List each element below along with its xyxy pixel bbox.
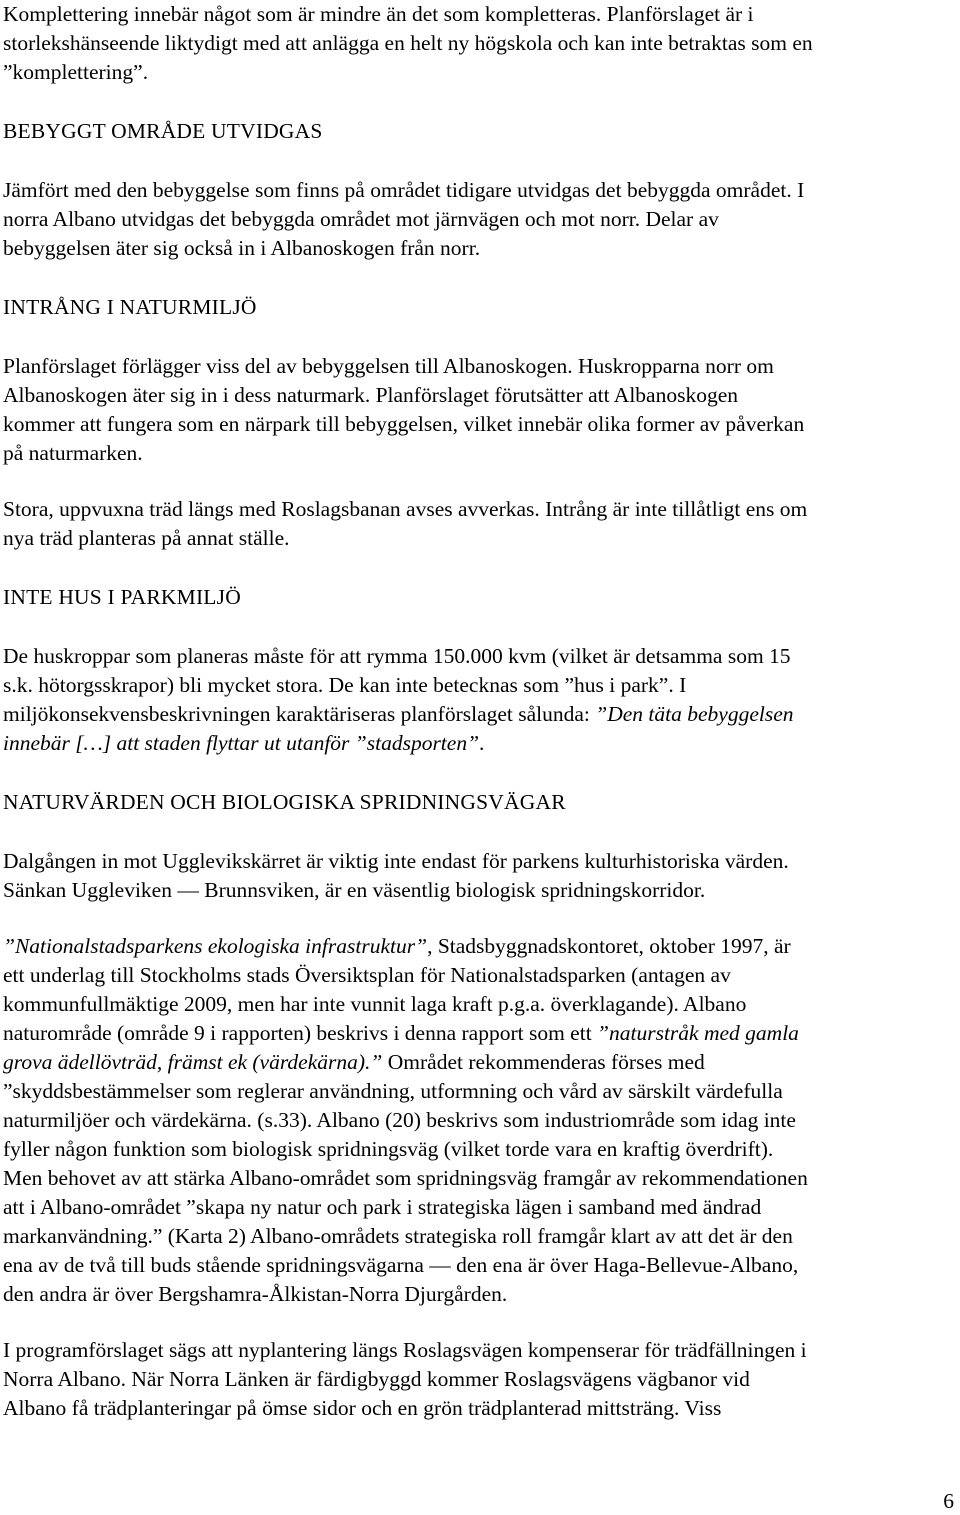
paragraph-spacer (3, 468, 955, 495)
text-run: norra Albano utvidgas det bebyggda området mot järnvägen och mot norr. Delar av (3, 207, 719, 231)
text-run: Albano få trädplanteringar på ömse sidor och en grön trädplanterad mittsträng. Viss (3, 1396, 722, 1420)
document-page (3, 0, 955, 1423)
text-line (3, 1164, 955, 1193)
text-run: Albanoskogen äter sig in i dess naturmark. Planförslaget förutsätter att Albanoskogen (3, 383, 739, 407)
text-line (3, 729, 955, 758)
text-line (3, 1048, 955, 1077)
italic-quote: innebär […] att staden flyttar ut utanför ”stadsporten” (3, 731, 480, 755)
text-line (3, 990, 955, 1019)
text-line (3, 932, 955, 961)
section-heading: NATURVÄRDEN OCH BIOLOGISKA SPRIDNINGSVÄGAR (3, 790, 566, 814)
text-line (3, 1106, 955, 1135)
italic-quote: ”naturstråk med gamla (597, 1021, 799, 1045)
text-run: ”komplettering”. (3, 60, 149, 84)
text-line (3, 176, 955, 205)
text-line (3, 847, 955, 876)
paragraph-spacer (3, 553, 955, 583)
text-line (3, 1135, 955, 1164)
text-line (3, 876, 955, 905)
text-run: nya träd planteras på annat ställe. (3, 526, 290, 550)
text-line (3, 495, 955, 524)
text-line (3, 1365, 955, 1394)
text-run: bebyggelsen äter sig också in i Albanoskogen från norr. (3, 236, 481, 260)
text-run: fyller någon funktion som biologisk spridningsväg (vilket torde vara en kraftig överdrift). (3, 1137, 774, 1161)
text-run: kommunfullmäktige 2009, men har inte vunnit laga kraft p.g.a. överklagande). Albano (3, 992, 747, 1016)
paragraph (3, 352, 955, 468)
text-line (3, 961, 955, 990)
document-body (3, 0, 955, 1423)
italic-quote: ”Nationalstadsparkens ekologiska infrastruktur” (3, 934, 428, 958)
text-line (3, 1251, 955, 1280)
text-run: på naturmarken. (3, 441, 143, 465)
page-number: 6 (943, 1489, 954, 1513)
text-run: Norra Albano. När Norra Länken är färdigbyggd kommer Roslagsvägens vägbanor vid (3, 1367, 750, 1391)
text-run: Komplettering innebär något som är mindre än det som kompletteras. Planförslaget är i (3, 2, 754, 26)
paragraph (3, 0, 955, 87)
text-run: ett underlag till Stockholms stads Översiktsplan för Nationalstadsparken (antagen av (3, 963, 731, 987)
text-run: Planförslaget förlägger viss del av bebyggelsen till Albanoskogen. Huskropparna norr om (3, 354, 774, 378)
text-line (3, 1193, 955, 1222)
paragraph-spacer (3, 905, 955, 932)
text-line (3, 671, 955, 700)
text-line (3, 381, 955, 410)
text-run: De huskroppar som planeras måste för att rymma 150.000 kvm (vilket är detsamma som 15 (3, 644, 791, 668)
text-line (3, 1280, 955, 1309)
text-run: . (479, 731, 485, 755)
paragraph (3, 495, 955, 553)
text-line (3, 1222, 955, 1251)
text-line (3, 29, 955, 58)
text-run: ”skyddsbestämmelser som reglerar användning, utformning och vård av särskilt värdefulla (3, 1079, 783, 1103)
text-run: I programförslaget sägs att nyplantering längs Roslagsvägen kompenserar för trädfällningen i (3, 1338, 807, 1362)
paragraph-spacer (3, 87, 955, 117)
text-run: storlekshänseende liktydigt med att anlägga en helt ny högskola och kan inte betraktas som en (3, 31, 813, 55)
section-heading: INTRÅNG I NATURMILJÖ (3, 295, 257, 319)
text-line (3, 205, 955, 234)
text-run: Jämfört med den bebyggelse som finns på området tidigare utvidgas det bebyggda området. I (3, 178, 805, 202)
text-run: naturområde (område 9 i rapporten) beskrivs i denna rapport som ett (3, 1021, 598, 1045)
text-line (3, 352, 955, 381)
paragraph (3, 1336, 955, 1423)
text-run: miljökonsekvensbeskrivningen karaktäriseras planförslaget sålunda: (3, 702, 596, 726)
section-heading: INTE HUS I PARKMILJÖ (3, 585, 241, 609)
text-run: markanvändning.” (Karta 2) Albano-områdets strategiska roll framgår klart av att det är den (3, 1224, 793, 1248)
paragraph (3, 847, 955, 905)
text-line (3, 1019, 955, 1048)
text-line (3, 642, 955, 671)
text-run: , Stadsbyggnadskontoret, oktober 1997, är (427, 934, 791, 958)
text-line (3, 1077, 955, 1106)
text-line (3, 410, 955, 439)
text-line (3, 0, 955, 29)
text-run: naturmiljöer och värdekärna. (s.33). Albano (20) beskrivs som industriområde som idag inte (3, 1108, 796, 1132)
paragraph-spacer (3, 322, 955, 352)
text-run: Men behovet av att stärka Albano-området som spridningsväg framgår av rekommendationen (3, 1166, 808, 1190)
text-line (3, 439, 955, 468)
paragraph-spacer (3, 1309, 955, 1336)
text-run: Området rekommenderas förses med (382, 1050, 705, 1074)
text-line (3, 700, 955, 729)
text-line (3, 58, 955, 87)
text-run: s.k. hötorgsskrapor) bli mycket stora. De kan inte betecknas som ”hus i park”. I (3, 673, 687, 697)
text-run: kommer att fungera som en närpark till bebyggelsen, vilket innebär olika former av påverkan (3, 412, 805, 436)
paragraph-spacer (3, 758, 955, 788)
paragraph-spacer (3, 817, 955, 847)
paragraph-spacer (3, 263, 955, 293)
paragraph-spacer (3, 612, 955, 642)
text-run: ena av de två till buds stående spridningsvägarna — den ena är över Haga-Bellevue-Albano, (3, 1253, 799, 1277)
text-run: Dalgången in mot Ugglevikskärret är viktig inte endast för parkens kulturhistoriska värden. (3, 849, 789, 873)
paragraph (3, 176, 955, 263)
text-run: den andra är över Bergshamra-Ålkistan-Norra Djurgården. (3, 1282, 508, 1306)
text-line (3, 524, 955, 553)
paragraph-spacer (3, 146, 955, 176)
italic-quote: ”Den täta bebyggelsen (595, 702, 794, 726)
text-run: Sänkan Uggleviken — Brunnsviken, är en väsentlig biologisk spridningskorridor. (3, 878, 706, 902)
section-heading: BEBYGGT OMRÅDE UTVIDGAS (3, 119, 323, 143)
text-line (3, 1394, 955, 1423)
italic-quote: grova ädellövträd, främst ek (värdekärna).” (3, 1050, 383, 1074)
text-run: Stora, uppvuxna träd längs med Roslagsbanan avses avverkas. Intrång är inte tillåtligt ens om (3, 497, 808, 521)
text-line (3, 234, 955, 263)
text-line (3, 1336, 955, 1365)
text-run: att i Albano-området ”skapa ny natur och park i strategiska lägen i samband med ändrad (3, 1195, 762, 1219)
paragraph (3, 642, 955, 758)
paragraph (3, 932, 955, 1309)
